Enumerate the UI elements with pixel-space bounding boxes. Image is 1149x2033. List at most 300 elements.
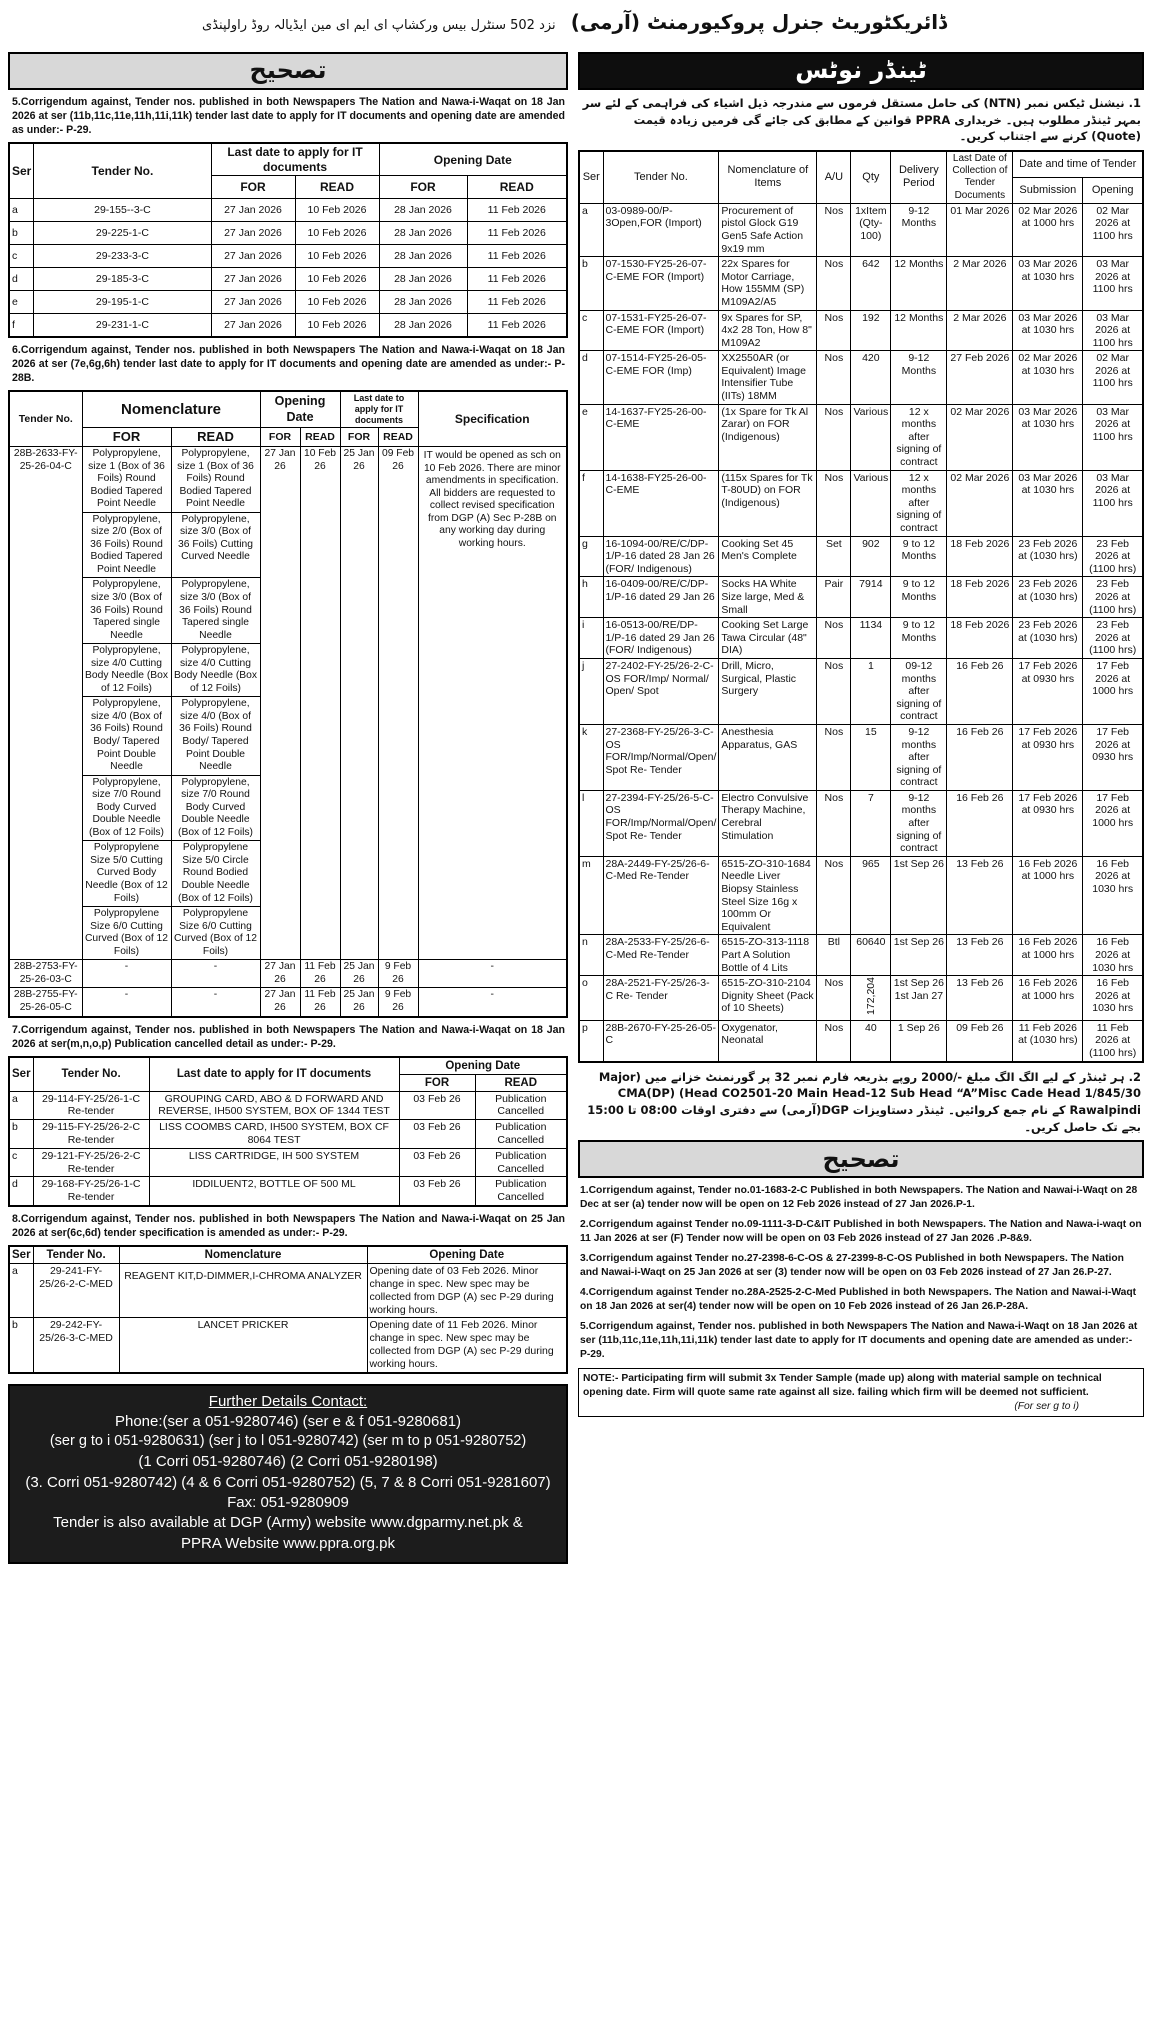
cell: a — [9, 1264, 33, 1318]
th-au: A/U — [817, 151, 851, 203]
cell-qty: 420 — [851, 351, 891, 404]
section-5-text: 5.Corrigendum against, Tender nos. published in both Newspapers The Nation and Nawa-i-Waqat on 18 Jan 2026 at ser (11b,11c,11e,11h,11i,11k) tender last date to apply for IT documents and opening date are amended as under:- P-29. — [12, 96, 565, 137]
cell: 10 Feb 2026 — [295, 291, 379, 314]
page-header — [0, 0, 1149, 50]
cell: IT would be opened as sch on 10 Feb 2026. There are minor amendments in specification. All bidders are requested to collect revised specification from DGP (A) Sec P-28B on any working day during working hours. — [418, 446, 567, 959]
cell: 03 Feb 26 — [399, 1148, 475, 1177]
cell: 29-168-FY-25/26-1-C Re-tender — [33, 1177, 149, 1206]
cell-tender: 16-0409-00/RE/C/DP-1/P-16 dated 29 Jan 26 — [603, 577, 719, 618]
cell: - — [171, 988, 260, 1017]
cell-open: 03 Mar 2026 at 1100 hrs — [1083, 404, 1143, 470]
cell-ser: a — [579, 203, 603, 256]
cell: 28 Jan 2026 — [379, 199, 467, 222]
th-ser: Ser — [9, 143, 34, 199]
cell: 29-241-FY-25/26-2-C-MED — [33, 1264, 119, 1318]
table-row — [9, 1177, 567, 1206]
cell-open: 03 Mar 2026 at 1100 hrs — [1083, 310, 1143, 351]
cell-tender: 28A-2533-FY-25/26-6-C-Med Re-Tender — [603, 935, 719, 976]
cell-open: 16 Feb 2026 at 1030 hrs — [1083, 935, 1143, 976]
cell: GROUPING CARD, ABO & D FORWARD AND REVERSE, IH500 SYSTEM, BOX OF 1344 TEST — [149, 1091, 399, 1120]
cell-del: 12 Months — [891, 310, 947, 351]
cell-qty: 40 — [851, 1020, 891, 1061]
cell-tender: 27-2402-FY-25/26-2-C-OS FOR/Imp/ Normal/ Open/ Spot — [603, 658, 719, 724]
corrigendum-item: 1.Corrigendum against, Tender no.01-1683-2-C Published in both Newspapers. The Nation and Nawai-i-Waqt on 28 Dec at ser (a) tender now will be open on 12 Feb 2026 instead of 27 Jan 2026.P-1. — [580, 1185, 1138, 1211]
cell-qty: Various — [851, 404, 891, 470]
table-row — [579, 1020, 1143, 1061]
cell-nom: (115x Spares for Tk T-80UD) on FOR (Indigenous) — [719, 470, 817, 536]
th-last-date: Last date to apply for IT documents — [340, 391, 418, 427]
cell-open: 02 Mar 2026 at 1100 hrs — [1083, 203, 1143, 256]
cell-nom: Drill, Micro, Surgical, Plastic Surgery — [719, 658, 817, 724]
cell-tender: 16-1094-00/RE/C/DP-1/P-16 dated 28 Jan 26 (FOR/ Indigenous) — [603, 536, 719, 577]
cell-au: Nos — [817, 351, 851, 404]
th-read: READ — [378, 428, 418, 447]
cell-tender: 07-1531-FY25-26-07-C-EME FOR (Import) — [603, 310, 719, 351]
cell-open: 03 Mar 2026 at 1100 hrs — [1083, 257, 1143, 310]
cell: b — [9, 222, 34, 245]
tender-notice-banner: ٹینڈر نوٹس — [578, 52, 1144, 90]
cell-ser: m — [579, 856, 603, 935]
cell-last: 13 Feb 26 — [947, 856, 1013, 935]
th-tender: Tender No. — [33, 1057, 149, 1092]
cell-ser: g — [579, 536, 603, 577]
cell: 11 Feb 2026 — [467, 268, 567, 291]
cell-tender: 27-2394-FY-25/26-5-C-OS FOR/Imp/Normal/Open/ Spot Re- Tender — [603, 790, 719, 856]
cell-ser: e — [579, 404, 603, 470]
cell-qty: 192 — [851, 310, 891, 351]
corrigendum-list — [580, 1184, 1144, 1362]
fee-paragraph: 2. ہر ٹینڈر کے لیے الگ الگ مبلغ -/2000 روپے بذریعہ فارم نمبر 32 پر گورنمنٹ خزانے میں (Major Head CO2501-20 Main Head-12 Sub Head “A”Misc Cade Head 1/845/30) CMA(DP) Rawalpindi کے نام جمع کروائیں۔ ٹینڈر دستاویزات DGP(آرمی) سے دفتری اوقات 08:00 تا 15:00 بجے تک حاصل کریں۔ — [587, 1069, 1141, 1134]
contact-line: (ser g to i 051-9280631) (ser j to l 051-9280742) (ser m to p 051-9280752) — [49, 1433, 527, 1450]
cell: 29-242-FY-25/26-3-C-MED — [33, 1318, 119, 1373]
cell-sub: 23 Feb 2026 at (1030 hrs) — [1013, 577, 1083, 618]
cell: 03 Feb 26 — [399, 1177, 475, 1206]
cell-last: 18 Feb 2026 — [947, 618, 1013, 659]
cell: b — [9, 1120, 33, 1149]
cell: 29-231-1-C — [34, 314, 211, 337]
table-row — [9, 199, 567, 222]
cell: 10 Feb 2026 — [295, 314, 379, 337]
th-for: FOR — [340, 428, 378, 447]
cell: - — [418, 960, 567, 988]
cell: 27 Jan 2026 — [211, 291, 295, 314]
cell: LISS CARTRIDGE, IH 500 SYSTEM — [149, 1148, 399, 1177]
note-box — [578, 1368, 1144, 1417]
cell: IDDILUENT2, BOTTLE OF 500 ML — [149, 1177, 399, 1206]
cell-last: 18 Feb 2026 — [947, 577, 1013, 618]
table-row — [579, 404, 1143, 470]
cell-tender: 03-0989-00/P-3Open,FOR (Import) — [603, 203, 719, 256]
cell-del: 12 Months — [891, 257, 947, 310]
cell: 27 Jan 26 — [260, 988, 300, 1017]
cell: 28B-2755-FY-25-26-05-C — [9, 988, 82, 1017]
cell: 10 Feb 2026 — [295, 199, 379, 222]
th-tender: Tender No. — [603, 151, 719, 203]
cell: Opening date of 03 Feb 2026. Minor change in spec. New spec may be collected from DGP (A) sec P-29 during working hours. — [367, 1264, 567, 1318]
cell-au: Pair — [817, 577, 851, 618]
cell-sub: 17 Feb 2026 at 0930 hrs — [1013, 658, 1083, 724]
cell: a — [9, 1091, 33, 1120]
th-tender: Tender No. — [9, 391, 82, 446]
cell-sub: 02 Mar 2026 at 1030 hrs — [1013, 351, 1083, 404]
cell: e — [9, 291, 34, 314]
cell-au: Nos — [817, 790, 851, 856]
cell: 03 Feb 26 — [399, 1091, 475, 1120]
cell-qty: 642 — [851, 257, 891, 310]
th-submission: Submission — [1013, 178, 1083, 204]
cell-sub: 17 Feb 2026 at 0930 hrs — [1013, 790, 1083, 856]
cell-tender: 28B-2670-FY-25-26-05-C — [603, 1020, 719, 1061]
cell-ser: f — [579, 470, 603, 536]
cell-open: 16 Feb 2026 at 1030 hrs — [1083, 856, 1143, 935]
table-row — [9, 1264, 567, 1318]
cell-last: 02 Mar 2026 — [947, 404, 1013, 470]
cell: - — [171, 960, 260, 988]
cell: 03 Feb 26 — [399, 1120, 475, 1149]
cell-au: Btl — [817, 935, 851, 976]
cell-last: 09 Feb 26 — [947, 1020, 1013, 1061]
cell-nom: 6515-ZO-310-2104 Dignity Sheet (Pack of 10 Sheets) — [719, 976, 817, 1021]
section-7-text: 7.Corrigendum against, Tender nos. published in both Newspapers The Nation and Nawa-i-Waqat on 18 Jan 2026 at ser(m,n,o,p) Publication cancelled detail as under:- P-29. — [12, 1023, 565, 1050]
cell-au: Nos — [817, 257, 851, 310]
tender-table — [578, 150, 1144, 1063]
cell-ser: j — [579, 658, 603, 724]
cell-ser: d — [579, 351, 603, 404]
cell-au: Nos — [817, 976, 851, 1021]
cell-ser: p — [579, 1020, 603, 1061]
contact-box — [8, 1384, 568, 1564]
th-tender: Tender No. — [34, 143, 211, 199]
cell-sub: 23 Feb 2026 at (1030 hrs) — [1013, 618, 1083, 659]
cell: 28 Jan 2026 — [379, 314, 467, 337]
cell-open: 02 Mar 2026 at 1100 hrs — [1083, 351, 1143, 404]
cell: LANCET PRICKER — [119, 1318, 367, 1373]
cell: 29-233-3-C — [34, 245, 211, 268]
th-read: READ — [467, 176, 567, 199]
cell: 27 Jan 2026 — [211, 222, 295, 245]
table-row — [9, 1091, 567, 1120]
cell-ser: i — [579, 618, 603, 659]
th-open: Opening Date — [367, 1246, 567, 1264]
cell-open: 16 Feb 2026 at 1030 hrs — [1083, 976, 1143, 1021]
cell-last: 27 Feb 2026 — [947, 351, 1013, 404]
cell-ser: o — [579, 976, 603, 1021]
th-nomenclature: Nomenclature of Items — [719, 151, 817, 203]
cell-sub: 03 Mar 2026 at 1030 hrs — [1013, 404, 1083, 470]
corrigendum-item: 2.Corrigendum against Tender no.09-1111-3-D-C&IT Published in both Newspapers. The Nation and Nawa-i-waqt on 11 Jan 2026 at ser (F) Tender now will be open on 03 Feb 2026 instead of 27 Jan 2026 .P-8&9. — [580, 1219, 1142, 1245]
cell: 10 Feb 2026 — [295, 245, 379, 268]
cell: - — [418, 988, 567, 1017]
cell-last: 16 Feb 26 — [947, 790, 1013, 856]
cell: 29-195-1-C — [34, 291, 211, 314]
cell: 28B-2633-FY-25-26-04-C — [9, 446, 82, 959]
cell: 29-185-3-C — [34, 268, 211, 291]
cell: Polypropylene, size 3/0 (Box of 36 Foils) Round Tapered single Needle — [171, 578, 260, 644]
table-row — [579, 856, 1143, 935]
cell: Publication Cancelled — [475, 1120, 567, 1149]
cell-last: 16 Feb 26 — [947, 724, 1013, 790]
cell-del: 1st Sep 26 1st Jan 27 — [891, 976, 947, 1021]
cell-tender: 16-0513-00/RE/DP-1/P-16 dated 29 Jan 26 (FOR/ Indigenous) — [603, 618, 719, 659]
table-row — [9, 1148, 567, 1177]
cell-au: Nos — [817, 724, 851, 790]
table-row — [9, 291, 567, 314]
table-row — [579, 351, 1143, 404]
cell-sub: 03 Mar 2026 at 1030 hrs — [1013, 310, 1083, 351]
cell-sub: 03 Mar 2026 at 1030 hrs — [1013, 470, 1083, 536]
cell-sub: 16 Feb 2026 at 1000 hrs — [1013, 935, 1083, 976]
cell-last: 13 Feb 26 — [947, 976, 1013, 1021]
cell: LISS COOMBS CARD, IH500 SYSTEM, BOX CF 8064 TEST — [149, 1120, 399, 1149]
table-row — [579, 536, 1143, 577]
cell-au: Nos — [817, 618, 851, 659]
cell-au: Nos — [817, 658, 851, 724]
cell: 27 Jan 26 — [260, 960, 300, 988]
cell-open: 11 Feb 2026 at (1100 hrs) — [1083, 1020, 1143, 1061]
cell: 10 Feb 2026 — [295, 268, 379, 291]
contact-line: Tender is also available at DGP (Army) website www.dgparmy.net.pk & — [53, 1514, 523, 1532]
cell-nom: XX2550AR (or Equivalent) Image Intensifier Tube (IITs) 18MM — [719, 351, 817, 404]
table-row — [9, 245, 567, 268]
cell-nom: Electro Convulsive Therapy Machine, Cerebral Stimulation — [719, 790, 817, 856]
section-8-table — [8, 1245, 568, 1373]
cell-del: 1st Sep 26 — [891, 935, 947, 976]
cell-last: 01 Mar 2026 — [947, 203, 1013, 256]
th-delivery: Delivery Period — [891, 151, 947, 203]
cell: 10 Feb 2026 — [295, 222, 379, 245]
cell: Polypropylene, size 3/0 (Box of 36 Foils) Cutting Curved Needle — [171, 512, 260, 578]
qty-vertical: 172,204 — [864, 977, 877, 1016]
cell: 29-121-FY-25/26-2-C Re-tender — [33, 1148, 149, 1177]
cell: 9 Feb 26 — [378, 988, 418, 1017]
cell: a — [9, 199, 34, 222]
cell-del: 9 to 12 Months — [891, 536, 947, 577]
cell: Polypropylene, size 1 (Box of 36 Foils) Round Bodied Tapered Point Needle — [82, 446, 171, 512]
cell-au: Nos — [817, 310, 851, 351]
cell: Polypropylene, size 4/0 (Box of 36 Foils) Round Body/ Tapered Point Double Needle — [82, 697, 171, 775]
cell-qty: 1 — [851, 658, 891, 724]
th-ser: Ser — [9, 1057, 33, 1092]
table-row — [579, 935, 1143, 976]
cell-last: 2 Mar 2026 — [947, 257, 1013, 310]
cell-tender: 14-1638-FY25-26-00-C-EME — [603, 470, 719, 536]
cell-tender: 14-1637-FY25-26-00-C-EME — [603, 404, 719, 470]
cell-last: 16 Feb 26 — [947, 658, 1013, 724]
cell: 28 Jan 2026 — [379, 291, 467, 314]
cell: 25 Jan 26 — [340, 960, 378, 988]
cell: 27 Jan 2026 — [211, 245, 295, 268]
cell-tender: 07-1530-FY25-26-07-C-EME FOR (Import) — [603, 257, 719, 310]
header-title: ڈائریکٹوریٹ جنرل پروکیورمنٹ (آرمی) — [570, 10, 947, 34]
left-column — [8, 52, 568, 1564]
cell-au: Nos — [817, 856, 851, 935]
contact-line: Fax: 051-9280909 — [227, 1493, 349, 1511]
cell-qty: 7914 — [851, 577, 891, 618]
corrigendum-item: 5.Corrigendum against, Tender nos. published in both Newspapers The Nation and Nawa-i-Waqt on 18 Jan 2026 at ser (11b,11c,11e,11h,11i,11k) tender last date to apply for IT documents and opening date are amended as under:- P-29. — [580, 1321, 1138, 1361]
cell: c — [9, 1148, 33, 1177]
cell: 27 Jan 2026 — [211, 199, 295, 222]
cell-nom: (1x Spare for Tk Al Zarar) on FOR (Indigenous) — [719, 404, 817, 470]
th-ser: Ser — [579, 151, 603, 203]
table-row — [9, 446, 567, 512]
table-row — [579, 790, 1143, 856]
cell-sub: 11 Feb 2026 at (1030 hrs) — [1013, 1020, 1083, 1061]
cell: Publication Cancelled — [475, 1091, 567, 1120]
cell: 11 Feb 26 — [300, 960, 340, 988]
cell-ser: k — [579, 724, 603, 790]
tender-intro: 1. نیشنل ٹیکس نمبر (NTN) کی حامل مستقل فرموں سے مندرجہ ذیل اشیاء کی فراہمی کے لئے سر بمہر ٹینڈر مطلوب ہیں۔ خریداری PPRA قوانین کے مطابق کی جائے گی فرمیں زیادہ قیمت (Quote) کرنے سے اجتناب کریں۔ — [582, 96, 1141, 144]
table-row — [579, 577, 1143, 618]
cell-nom: 6515-ZO-310-1684 Needle Liver Biopsy Stainless Steel Size 16g x 100mm Or Equivalent — [719, 856, 817, 935]
cell: 11 Feb 2026 — [467, 222, 567, 245]
table-row — [579, 310, 1143, 351]
cell: 11 Feb 2026 — [467, 199, 567, 222]
cell-ser: l — [579, 790, 603, 856]
cell-qty — [851, 976, 891, 1021]
cell-open: 17 Feb 2026 at 1000 hrs — [1083, 790, 1143, 856]
cell: 10 Feb 26 — [300, 446, 340, 959]
table-row — [9, 1120, 567, 1149]
cell-nom: 6515-ZO-313-1118 Part A Solution Bottle of 4 Lits — [719, 935, 817, 976]
cell-nom: Oxygenator, Neonatal — [719, 1020, 817, 1061]
th-last: Last date to apply for IT documents — [211, 143, 379, 176]
cell-au: Nos — [817, 203, 851, 256]
cell: Polypropylene, size 4/0 (Box of 36 Foils) Round Body/ Tapered Point Double Needle — [171, 697, 260, 775]
cell: Polypropylene, size 2/0 (Box of 36 Foils) Round Bodied Tapered Point Needle — [82, 512, 171, 578]
table-row — [579, 618, 1143, 659]
cell: Polypropylene, size 7/0 Round Body Curved Double Needle (Box of 12 Foils) — [82, 775, 171, 841]
cell-sub: 16 Feb 2026 at 1000 hrs — [1013, 856, 1083, 935]
table-row — [579, 976, 1143, 1021]
cell: 11 Feb 2026 — [467, 291, 567, 314]
table-row — [9, 268, 567, 291]
th-for: FOR — [379, 176, 467, 199]
th-qty: Qty — [851, 151, 891, 203]
cell: 11 Feb 2026 — [467, 245, 567, 268]
cell: 27 Jan 2026 — [211, 268, 295, 291]
cell: 11 Feb 26 — [300, 988, 340, 1017]
cell: b — [9, 1318, 33, 1373]
table-row — [579, 724, 1143, 790]
cell: 27 Jan 26 — [260, 446, 300, 959]
th-nomenclature: Nomenclature — [119, 1246, 367, 1264]
cell: 09 Feb 26 — [378, 446, 418, 959]
th-read: READ — [300, 428, 340, 447]
th-read: READ — [295, 176, 379, 199]
cell-del: 12 x months after signing of contract — [891, 470, 947, 536]
cell-del: 9-12 months after signing of contract — [891, 724, 947, 790]
cell: Polypropylene Size 6/0 Cutting Curved (Box of 12 Foils) — [82, 907, 171, 960]
cell-qty: 7 — [851, 790, 891, 856]
note-text: NOTE:- Participating firm will submit 3x Tender Sample (made up) along with material sample on technical opening date. Firm will quote same rate against all size. failing which firm will be deemed not sufficient. — [583, 1373, 1102, 1398]
cell-nom: Procurement of pistol Glock G19 Gen5 Safe Action 9x19 mm — [719, 203, 817, 256]
cell: 29-225-1-C — [34, 222, 211, 245]
cell: f — [9, 314, 34, 337]
cell-tender: 28A-2521-FY-25/26-3-C Re- Tender — [603, 976, 719, 1021]
cell-del: 09-12 months after signing of contract — [891, 658, 947, 724]
cell: 27 Jan 2026 — [211, 314, 295, 337]
cell-qty: 60640 — [851, 935, 891, 976]
table-row — [9, 988, 567, 1017]
cell-del: 9-12 Months — [891, 203, 947, 256]
cell: 25 Jan 26 — [340, 446, 378, 959]
section-8-text: 8.Corrigendum against, Tender nos. published in both Newspapers The Nation and Nawa-i-Waqat on 25 Jan 2026 at ser(6c,6d) tender specification is amended as under:- P-29. — [12, 1213, 565, 1240]
th-for: FOR — [399, 1074, 475, 1091]
th-opening: Opening Date — [260, 391, 340, 427]
corrigendum-item: 4.Corrigendum against Tender no.28A-2525-2-C-Med Published in both Newspapers. The Nation and Nawai-i-Waqt on 18 Jan 2026 at ser(4) tender now will be open on 10 Feb 2026 instead of 26 Jan 26.P-28A. — [580, 1287, 1137, 1313]
cell-sub: 03 Mar 2026 at 1030 hrs — [1013, 257, 1083, 310]
cell-ser: n — [579, 935, 603, 976]
th-read: READ — [171, 428, 260, 447]
cell-open: 23 Feb 2026 at (1100 hrs) — [1083, 577, 1143, 618]
cell-au: Nos — [817, 404, 851, 470]
cell-nom: 9x Spares for SP, 4x2 28 Ton, How 8" M109A2 — [719, 310, 817, 351]
th-tender: Tender No. — [33, 1246, 119, 1264]
section-7-table — [8, 1056, 568, 1207]
cell: Opening date of 11 Feb 2026. Minor change in spec. New spec may be collected from DGP (A) sec P-29 during working hours. — [367, 1318, 567, 1373]
cell-open: 17 Feb 2026 at 0930 hrs — [1083, 724, 1143, 790]
contact-line: PPRA Website www.ppra.org.pk — [181, 1534, 395, 1552]
cell-tender: 07-1514-FY25-26-05-C-EME FOR (Imp) — [603, 351, 719, 404]
cell-del: 12 x months after signing of contract — [891, 404, 947, 470]
cell-sub: 17 Feb 2026 at 0930 hrs — [1013, 724, 1083, 790]
cell: Polypropylene, size 7/0 Round Body Curved Double Needle (Box of 12 Foils) — [171, 775, 260, 841]
cell: Polypropylene, size 4/0 Cutting Body Needle (Box of 12 Foils) — [171, 644, 260, 697]
cell-au: Nos — [817, 1020, 851, 1061]
cell: 28B-2753-FY-25-26-03-C — [9, 960, 82, 988]
th-read: READ — [475, 1074, 567, 1091]
cell: 29-115-FY-25/26-2-C Re-tender — [33, 1120, 149, 1149]
cell-del: 1st Sep 26 — [891, 856, 947, 935]
cell-au: Set — [817, 536, 851, 577]
cell-del: 1 Sep 26 — [891, 1020, 947, 1061]
cell-sub: 02 Mar 2026 at 1000 hrs — [1013, 203, 1083, 256]
cell: 28 Jan 2026 — [379, 268, 467, 291]
cell-qty: 965 — [851, 856, 891, 935]
contact-line: Phone:(ser a 051-9280746) (ser e & f 051-9280681) — [114, 1413, 462, 1430]
th-for: FOR — [211, 176, 295, 199]
cell-nom: Socks HA White Size large, Med & Small — [719, 577, 817, 618]
cell-open: 03 Mar 2026 at 1100 hrs — [1083, 470, 1143, 536]
header-subtitle: نزد 502 سنٹرل بیس ورکشاپ ای ایم ای مین ایڈیالہ روڈ راولپنڈی — [202, 18, 556, 33]
th-open: Opening Date — [379, 143, 567, 176]
corrigendum-banner: تصحیح — [8, 52, 568, 90]
cell-sub: 16 Feb 2026 at 1000 hrs — [1013, 976, 1083, 1021]
cell-sub: 23 Feb 2026 at (1030 hrs) — [1013, 536, 1083, 577]
cell: Polypropylene, size 1 (Box of 36 Foils) Round Bodied Tapered Point Needle — [171, 446, 260, 512]
th-opening: Opening — [1083, 178, 1143, 204]
cell-au: Nos — [817, 470, 851, 536]
cell-nom: Cooking Set Large Tawa Circular (48" DIA) — [719, 618, 817, 659]
th-last: Last date to apply for IT documents — [149, 1057, 399, 1092]
th-for: FOR — [82, 428, 171, 447]
cell-qty: 15 — [851, 724, 891, 790]
cell-qty: Various — [851, 470, 891, 536]
cell: c — [9, 245, 34, 268]
th-spec: Specification — [418, 391, 567, 446]
cell-qty: 902 — [851, 536, 891, 577]
cell: Publication Cancelled — [475, 1148, 567, 1177]
cell-last: 02 Mar 2026 — [947, 470, 1013, 536]
cell: - — [82, 988, 171, 1017]
cell-last: 2 Mar 2026 — [947, 310, 1013, 351]
cell-nom: 22x Spares for Motor Carriage, How 155MM (SP) M109A2/A5 — [719, 257, 817, 310]
section-6-table — [8, 390, 568, 1017]
section-6-text: 6.Corrigendum against, Tender nos. published in both Newspapers The Nation and Nawa-i-Waqat on 18 Jan 2026 at ser (7e,6g,6h) tender last date to apply for IT documents and opening date are amended as under:- P-28B. — [12, 343, 565, 385]
cell-last: 13 Feb 26 — [947, 935, 1013, 976]
cell: 29-114-FY-25/26-1-C Re-tender — [33, 1091, 149, 1120]
cell: 29-155--3-C — [34, 199, 211, 222]
